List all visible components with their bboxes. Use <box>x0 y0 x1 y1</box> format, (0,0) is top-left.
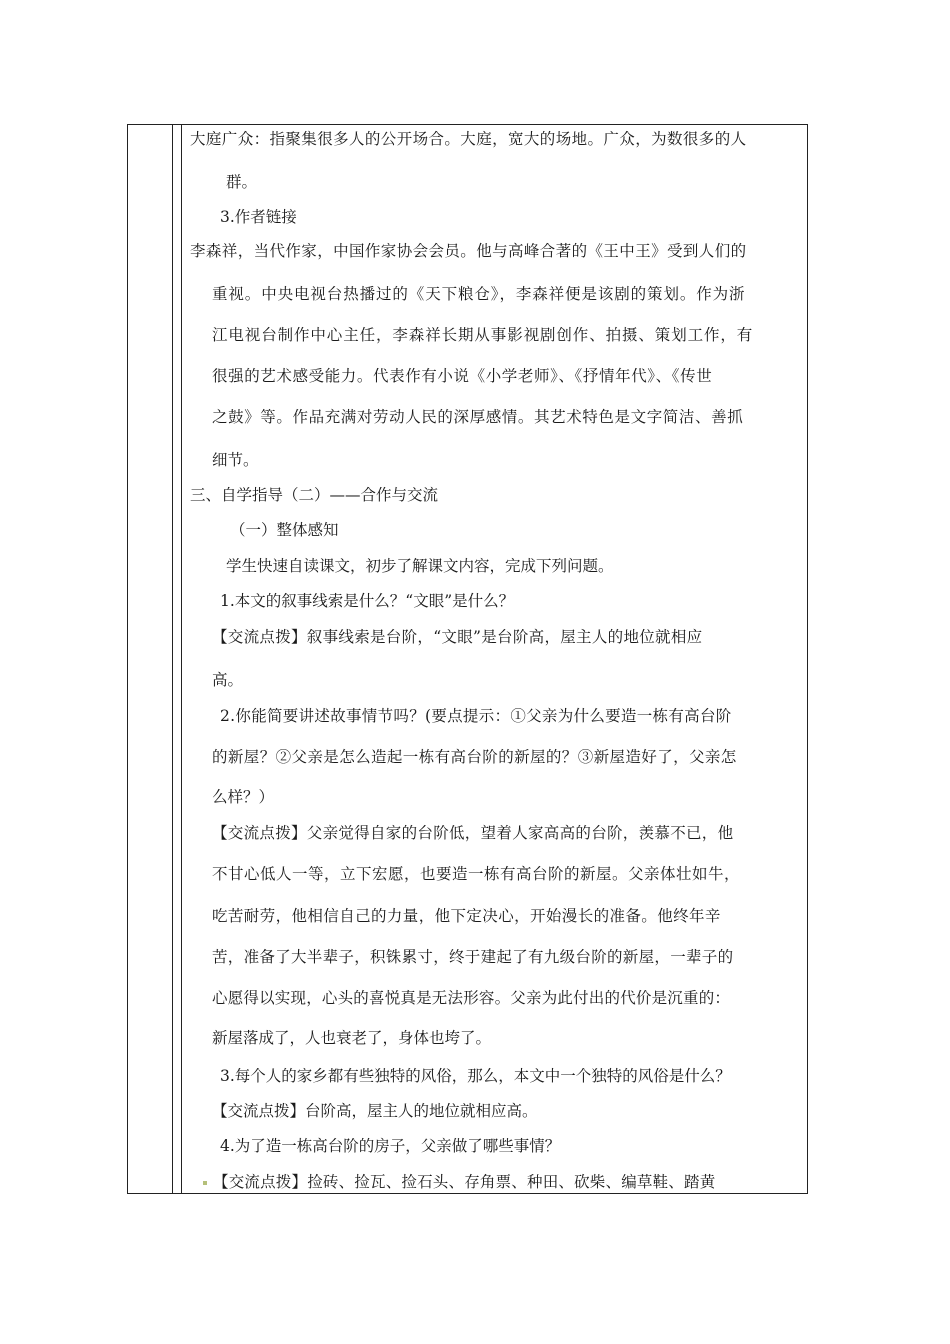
text-line: 细节。 <box>212 451 259 469</box>
marker-dot <box>203 1181 207 1185</box>
section-heading: 3.作者链接 <box>220 208 297 226</box>
answer-line: 不甘心低人一等，立下宏愿，也要造一栋有高台阶的新屋。父亲体壮如牛， <box>212 865 741 883</box>
subsection-heading: （一）整体感知 <box>230 521 339 539</box>
column-divider-right <box>181 125 182 1193</box>
answer-line: 【交流点拨】父亲觉得自家的台阶低，望着人家高高的台阶，羡慕不已，他 <box>212 824 734 842</box>
question-line: 么样？） <box>212 788 275 806</box>
answer-line: 【交流点拨】捡砖、捡瓦、捡石头、存角票、种田、砍柴、编草鞋、踏黄 <box>213 1173 716 1191</box>
section-heading: 三、自学指导（二）——合作与交流 <box>190 486 439 504</box>
question-line: 3.每个人的家乡都有些独特的风俗，那么，本文中一个独特的风俗是什么？ <box>220 1067 731 1085</box>
text-line: 李森祥，当代作家，中国作家协会会员。他与高峰合著的《王中王》受到人们的 <box>190 242 747 260</box>
answer-line: 吃苦耐劳，他相信自己的力量，他下定决心，开始漫长的准备。他终年辛 <box>212 907 721 925</box>
answer-line: 高。 <box>212 671 244 689</box>
text-line: 重视。中央电视台热播过的《天下粮仓》，李森祥便是该剧的策划。作为浙 <box>212 285 746 303</box>
answer-line: 【交流点拨】叙事线索是台阶，“文眼”是台阶高，屋主人的地位就相应 <box>212 628 703 646</box>
text-line: 群。 <box>226 173 258 191</box>
column-divider-left <box>172 125 173 1193</box>
table-frame <box>127 124 808 1194</box>
text-line: 很强的艺术感受能力。代表作有小说《小学老师》、《抒情年代》、《传世 <box>212 367 713 385</box>
text-line: 江电视台制作中心主任，李森祥长期从事影视剧创作、拍摄、策划工作，有 <box>212 326 754 344</box>
question-line: 1.本文的叙事线索是什么？“文眼”是什么？ <box>220 592 515 610</box>
text-line: 之鼓》等。作品充满对劳动人民的深厚感情。其艺术特色是文字简洁、善抓 <box>212 408 744 426</box>
answer-line: 心愿得以实现，心头的喜悦真是无法形容。父亲为此付出的代价是沉重的： <box>212 989 731 1007</box>
question-line: 4.为了造一栋高台阶的房子，父亲做了哪些事情？ <box>220 1137 561 1155</box>
text-line: 大庭广众：指聚集很多人的公开场合。大庭，宽大的场地。广众，为数很多的人 <box>190 130 747 148</box>
question-line: 的新屋？②父亲是怎么造起一栋有高台阶的新屋的？③新屋造好了，父亲怎 <box>212 748 737 766</box>
answer-line: 【交流点拨】台阶高，屋主人的地位就相应高。 <box>212 1102 538 1120</box>
answer-line-with-mark <box>203 1172 715 1192</box>
question-line: 2.你能简要讲述故事情节吗？(要点提示：①父亲为什么要造一栋有高台阶 <box>220 707 732 725</box>
answer-line: 新屋落成了，人也衰老了，身体也垮了。 <box>212 1029 492 1047</box>
text-line: 学生快速自读课文，初步了解课文内容，完成下列问题。 <box>226 557 614 575</box>
answer-line: 苦，准备了大半辈子，积铢累寸，终于建起了有九级台阶的新屋，一辈子的 <box>212 948 734 966</box>
